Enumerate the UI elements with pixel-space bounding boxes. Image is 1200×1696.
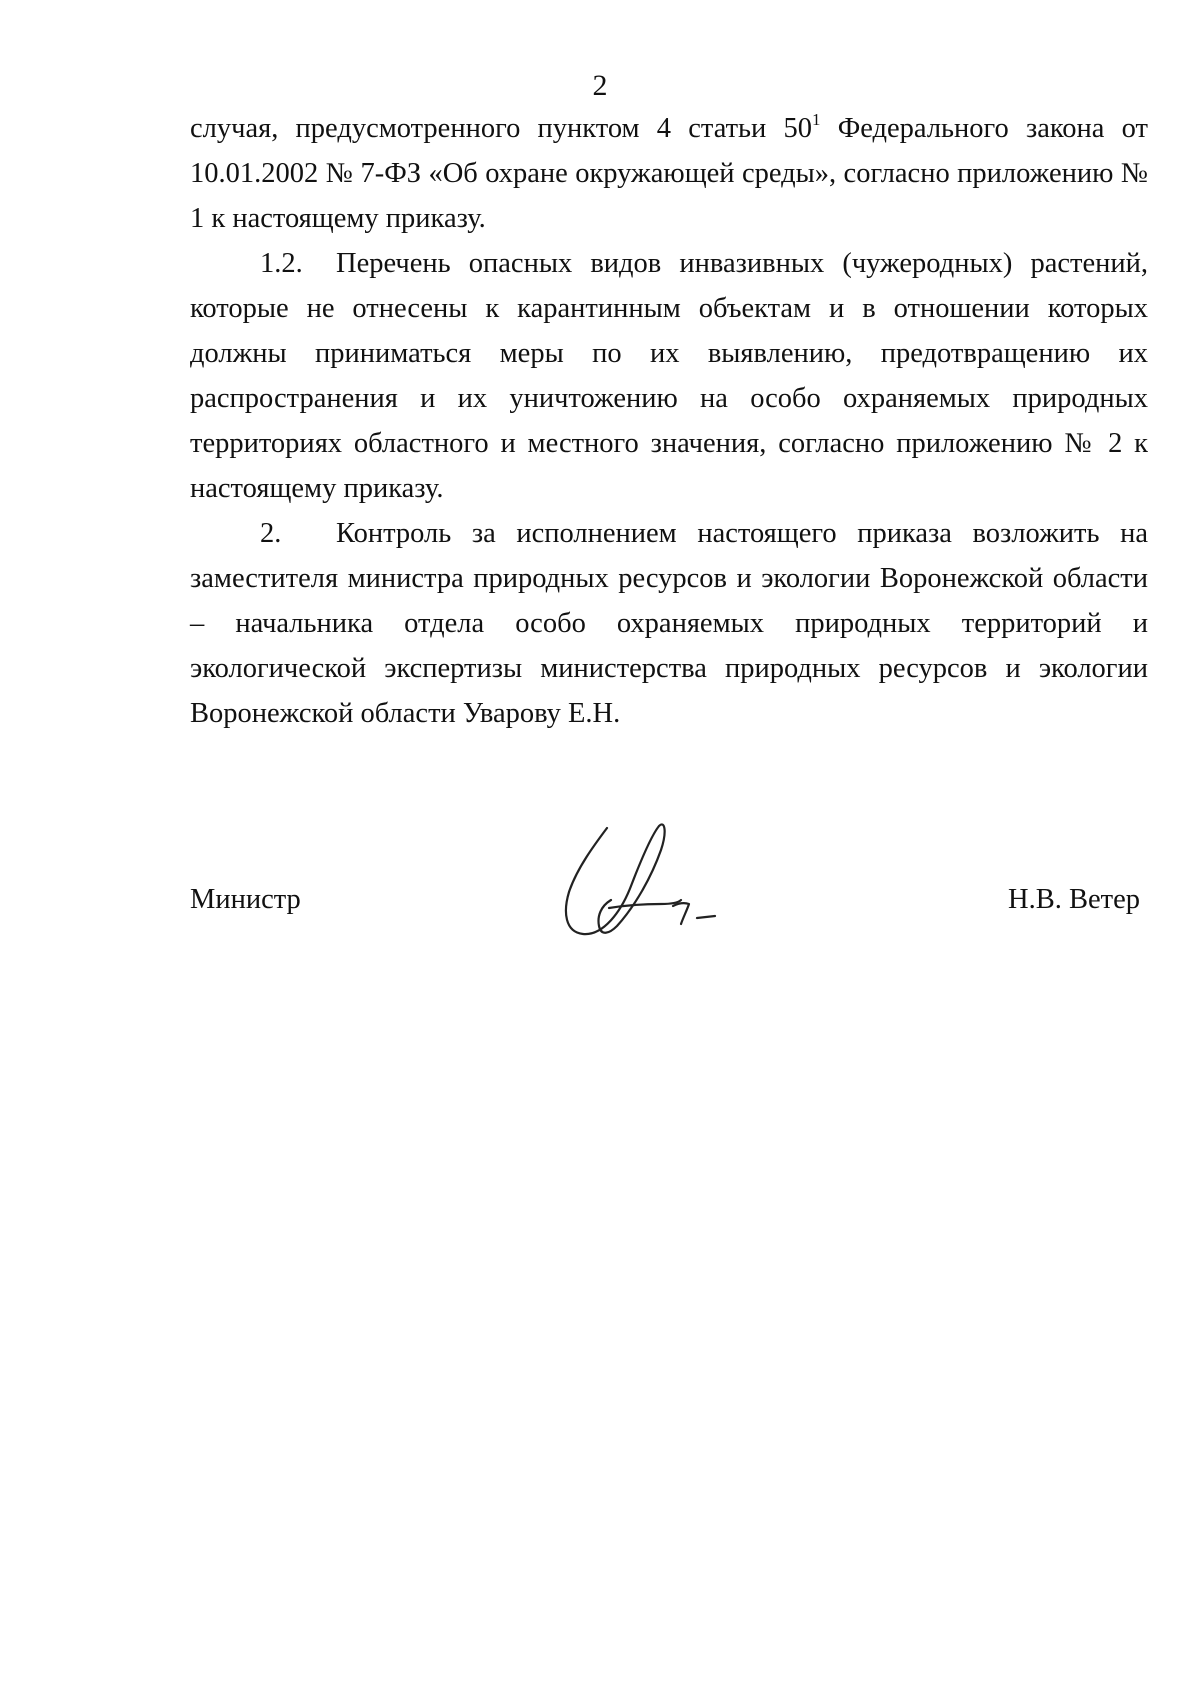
signature-block xyxy=(190,820,1140,960)
handwritten-signature xyxy=(555,820,735,950)
superscript: 1 xyxy=(812,110,821,129)
paragraph-text: случая, предусмотренного пунктом 4 статьи 50 xyxy=(190,113,813,144)
paragraph-text: Перечень опасных видов инвазивных (чужеродных) растений, которые не отнесены к карантинным объектам и в отношении которых должны приниматься меры по их выявлению, предотвращению их распространения и их уничтожению на особо охраняемых природных территориях областного и местного значения, согласно приложению № 2 к настоящему приказу. xyxy=(190,248,1148,504)
item-number: 1.2. xyxy=(260,248,303,279)
item-number: 2. xyxy=(260,518,282,549)
document-body xyxy=(190,106,1148,736)
signer-position: Министр xyxy=(190,884,301,915)
paragraph-continuation xyxy=(190,106,1148,241)
paragraph-text: Контроль за исполнением настоящего приказа возложить на заместителя министра природных ресурсов и экологии Воронежской области – начальника отдела особо охраняемых природных территорий и экологической экспертизы министерства природных ресурсов и экологии Воронежской области Уварову Е.Н. xyxy=(190,518,1148,729)
page-number: 2 xyxy=(592,69,608,102)
signer-name: Н.В. Ветер xyxy=(1008,884,1140,915)
paragraph-item-1-2 xyxy=(190,241,1148,511)
paragraph-item-2 xyxy=(190,511,1148,736)
paragraph-text: Федерального закона от 10.01.2002 № 7-ФЗ «Об охране окружающей среды», согласно приложению № 1 к настоящему приказу. xyxy=(190,113,1148,234)
